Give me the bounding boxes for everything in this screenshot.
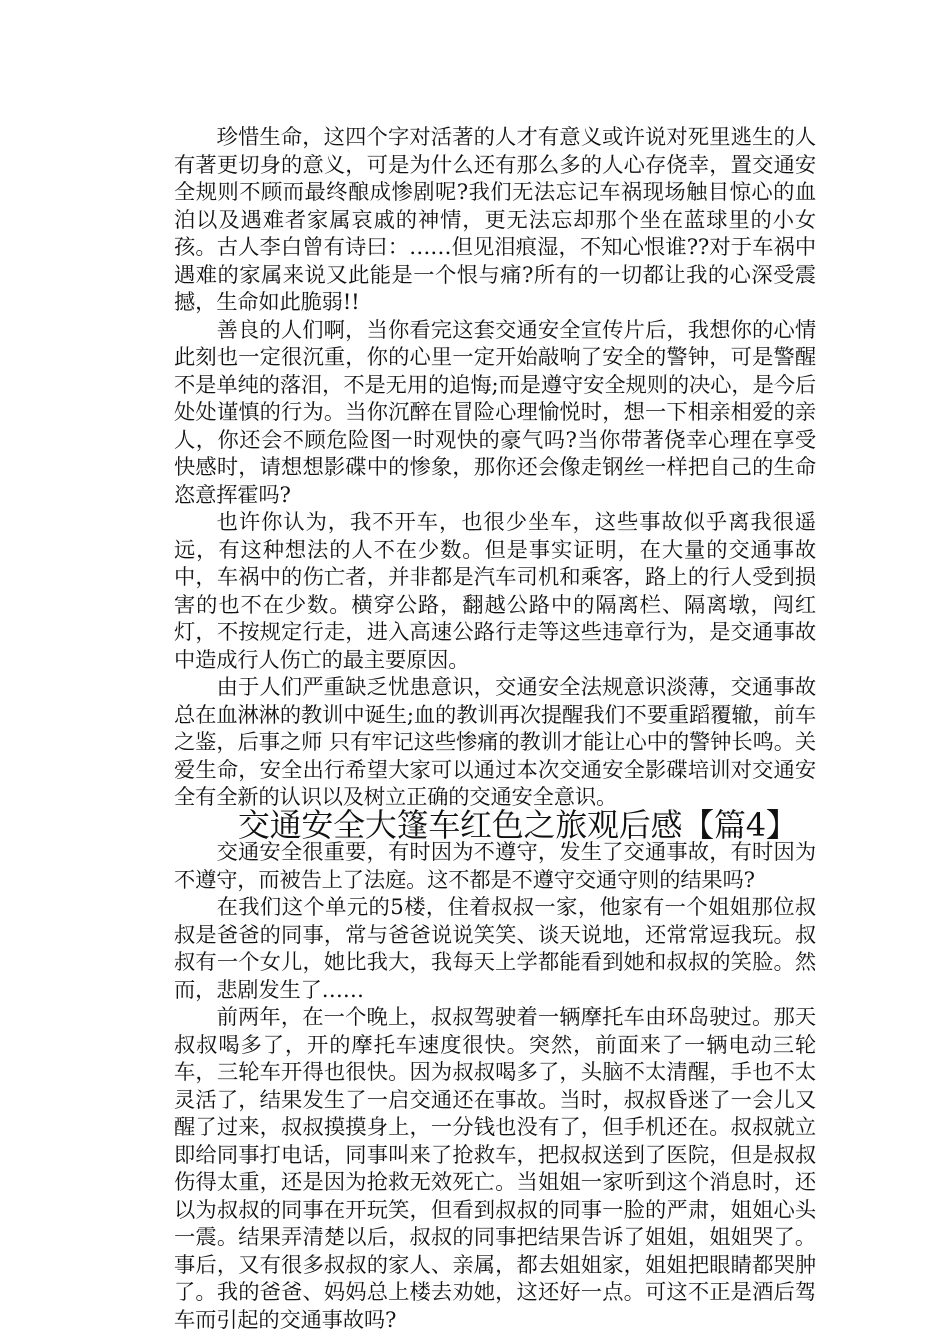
paragraph-uncle-family: 在我们这个单元的5楼，住着叔叔一家，他家有一个姐姐那位叔叔是爸爸的同事，常与爸爸说说笑笑、谈天说地，还常常逗我玩。叔叔有一个女儿，她比我大，我每天上学都能看到她和叔叔的笑脸。然而，悲剧发生了…… (174, 895, 816, 1003)
paragraph-pedestrians: 也许你认为，我不开车，也很少坐车，这些事故似乎离我很遥远，有这种想法的人不在少数。但是事实证明，在大量的交通事故中，车祸中的伤亡者，并非都是汽车司机和乘客，路上的行人受到损害的也不在少数。横穿公路，翻越公路中的隔离栏、隔离墩，闯红灯，不按规定行走，进入高速公路行走等这些违章行为，是交通事故中造成行人伤亡的最主要原因。 (174, 510, 816, 673)
paragraph-importance: 交通安全很重要，有时因为不遵守，发生了交通事故，有时因为不遵守，而被告上了法庭。这不都是不遵守交通守则的结果吗? (174, 840, 816, 893)
paragraph-cherish-life: 珍惜生命，这四个字对活著的人才有意义或许说对死里逃生的人有著更切身的意义，可是为什么还有那么多的人心存侥幸，置交通安全规则不顾而最终酿成惨剧呢?我们无法忘记车祸现场触目惊心的血泊以及遇难者家属哀戚的神情，更无法忘却那个坐在蓝球里的小女孩。古人李白曾有诗曰：……但见泪痕湿，不知心恨谁??对于车祸中遇难的家属来说又此能是一个恨与痛?所有的一切都让我的心深受震撼，生命如此脆弱!! (174, 125, 816, 315)
document-page (174, 124, 816, 1334)
paragraph-lessons: 由于人们严重缺乏忧患意识，交通安全法规意识淡薄，交通事故总在血淋淋的教训中诞生;血的教训再次提醒我们不要重蹈覆辙，前车之鉴，后事之师 只有牢记这些惨痛的教训才能让心中的警钟长鸣。关爱生命，安全出行希望大家可以通过本次交通安全影碟培训对交通安全有全新的认识以及树立正确的交通安全意识。 (174, 675, 816, 810)
paragraph-kind-people: 善良的人们啊，当你看完这套交通安全宣传片后，我想你的心情此刻也一定很沉重，你的心里一定开始敲响了安全的警钟，可是警醒不是单纯的落泪，不是无用的追悔;而是遵守安全规则的决心，是今后处处谨慎的行为。当你沉醉在冒险心理愉悦时，想一下相亲相爱的亲人，你还会不顾危险图一时观快的豪气吗?当你带著侥幸心理在享受快感时，请想想影碟中的惨象，那你还会像走钢丝一样把自己的生命恣意挥霍吗? (174, 317, 816, 508)
paragraph-accident-story: 前两年，在一个晚上，叔叔驾驶着一辆摩托车由环岛驶过。那天叔叔喝多了，开的摩托车速度很快。突然，前面来了一辆电动三轮车，三轮车开得也很快。因为叔叔喝多了，头脑不太清醒，手也不太灵活了，结果发生了一启交通还在事故。当时，叔叔昏迷了一会儿又醒了过来，叔叔摸摸身上，一分钱也没有了，但手机还在。叔叔就立即给同事打电话，同事叫来了抢救车，把叔叔送到了医院，但是叔叔伤得太重，还是因为抢救无效死亡。当姐姐一家听到这个消息时，还以为叔叔的同事在开玩笑，但看到叔叔的同事一脸的严肃，姐姐心头一震。结果弄清楚以后，叔叔的同事把结果告诉了姐姐，姐姐哭了。事后，又有很多叔叔的家人、亲属，都去姐姐家，姐姐把眼睛都哭肿了。我的爸爸、妈妈总上楼去劝她，这还好一点。可这不正是酒后驾车而引起的交通事故吗? (174, 1005, 816, 1333)
section-heading: 交通安全大篷车红色之旅观后感【篇4】 (237, 805, 798, 844)
